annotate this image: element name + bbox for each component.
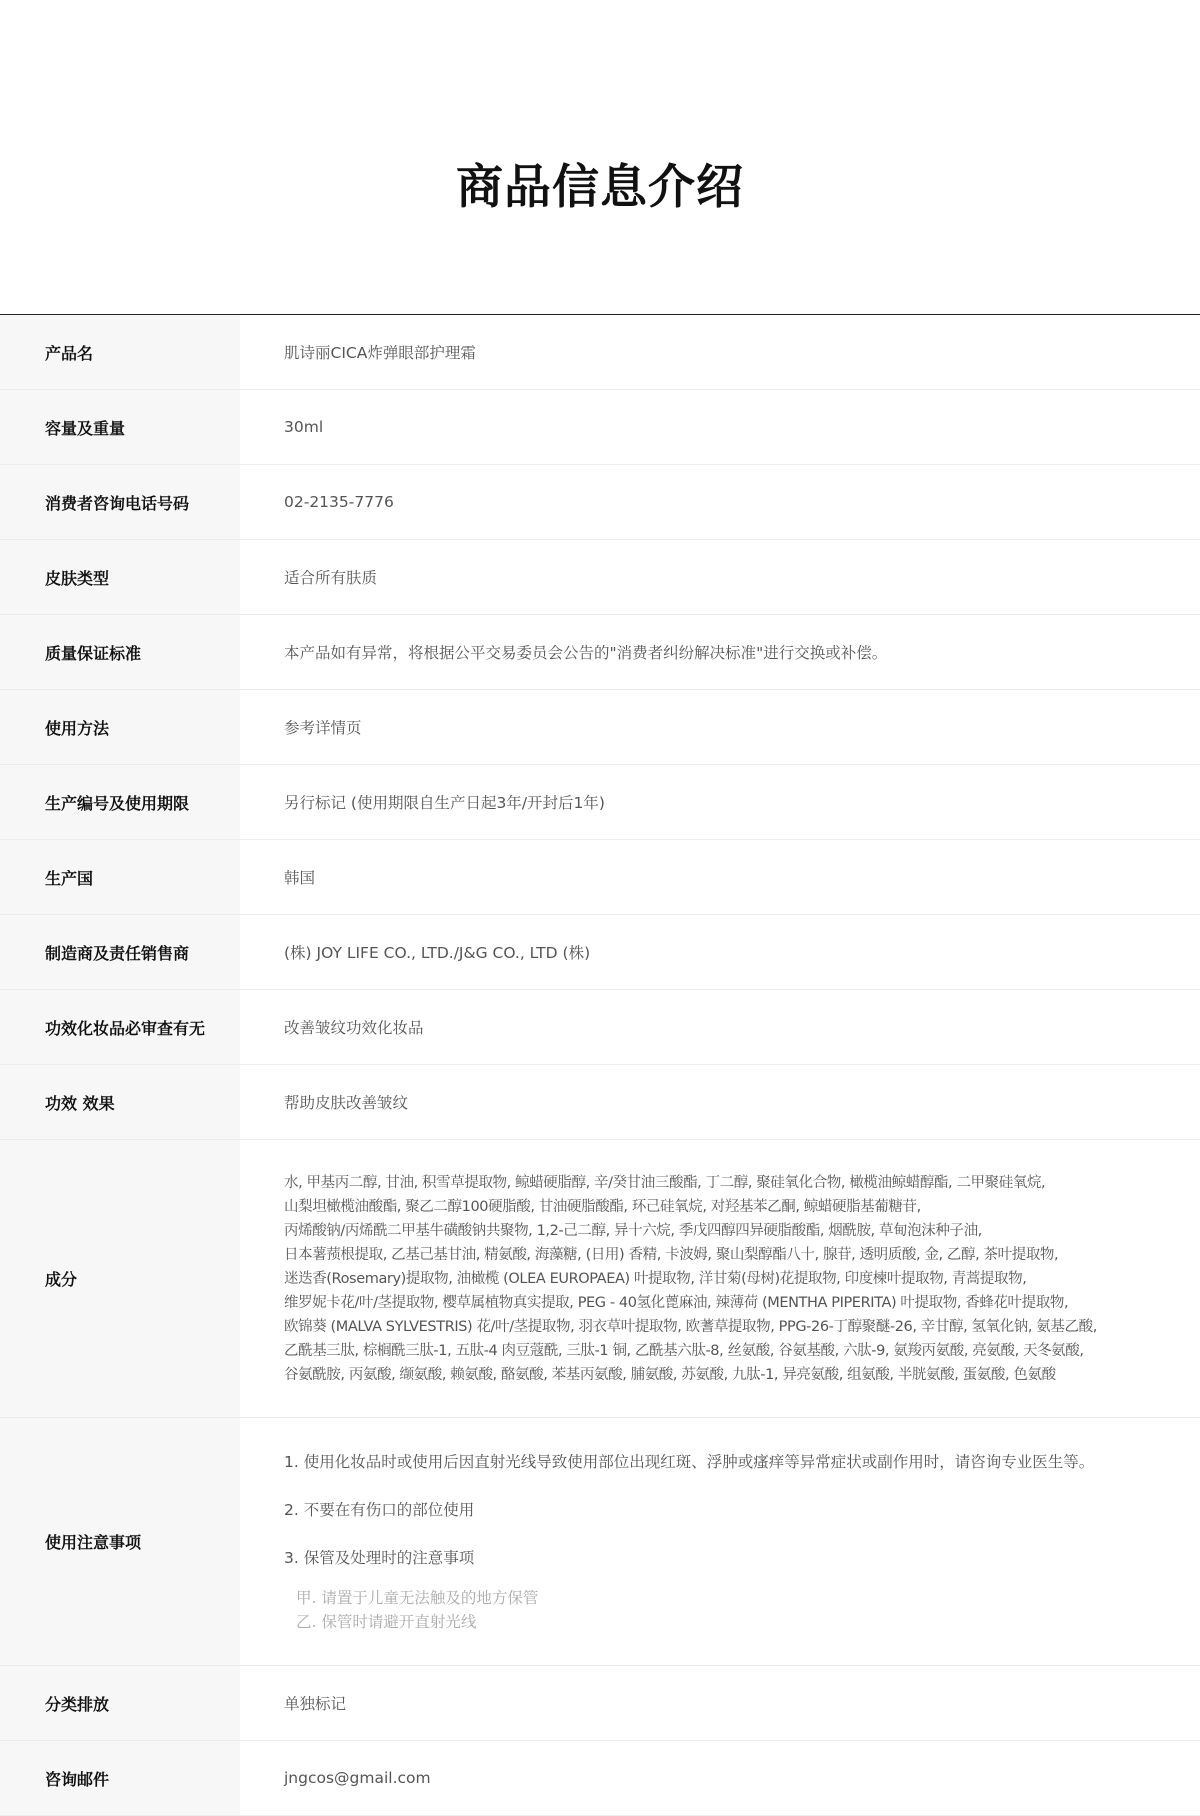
product-info-table [0, 314, 1200, 1816]
row-value: 改善皱纹功效化妆品 [284, 1019, 424, 1037]
page-title: 商品信息介绍 [456, 160, 744, 215]
table-row [0, 840, 1200, 915]
row-value: 适合所有肤质 [284, 569, 378, 587]
table-row [0, 765, 1200, 840]
ingredients-line: 丙烯酸钠/丙烯酰二甲基牛磺酸钠共聚物, 1,2-己二醇, 异十六烷, 季戊四醇四异硬脂酸酯, 烟酰胺, 草甸泡沫种子油, [284, 1222, 982, 1239]
table-row [0, 690, 1200, 765]
usage-notes-label: 使用注意事项 [0, 1418, 240, 1665]
row-label: 生产国 [0, 840, 240, 914]
ingredients-value [240, 1140, 1200, 1417]
row-label: 生产编号及使用期限 [0, 765, 240, 839]
page-header [0, 0, 1200, 314]
row-value: (株) JOY LIFE CO., LTD./J&G CO., LTD (株) [284, 944, 591, 962]
table-row [0, 615, 1200, 690]
table-row [0, 540, 1200, 615]
ingredients-line: 迷迭香(Rosemary)提取物, 油橄榄 (OLEA EUROPAEA) 叶提取物, 洋甘菊(母树)花提取物, 印度楝叶提取物, 青蒿提取物, [284, 1270, 1027, 1287]
table-row [0, 1741, 1200, 1816]
ingredients-line: 维罗妮卡花/叶/茎提取物, 樱草属植物真实提取, PEG - 40氢化蓖麻油, 辣薄荷 (MENTHA PIPERITA) 叶提取物, 香蜂花叶提取物, [284, 1294, 1069, 1311]
row-label: 产品名 [0, 315, 240, 389]
row-value: 帮助皮肤改善皱纹 [284, 1094, 409, 1112]
row-value: 30ml [284, 418, 324, 436]
note-item: 1. 使用化妆品时或使用后因直射光线导致使用部位出现红斑、浮肿或瘙痒等异常症状或副作用时，请咨询专业医生等。 [284, 1452, 1095, 1471]
ingredients-line: 欧锦葵 (MALVA SYLVESTRIS) 花/叶/茎提取物, 羽衣草叶提取物, 欧蓍草提取物, PPG-26-丁醇聚醚-26, 辛甘醇, 氢氧化钠, 氨基乙酸, [284, 1318, 1097, 1335]
ingredients-line: 乙酰基三肽, 棕榈酰三肽-1, 五肽-4 肉豆蔻酰, 三肽-1 铜, 乙酰基六肽-8, 丝氨酸, 谷氨基酸, 六肽-9, 氨羧丙氨酸, 亮氨酸, 天冬氨酸, [284, 1342, 1084, 1359]
row-label: 消费者咨询电话号码 [0, 465, 240, 539]
usage-notes-row [0, 1418, 1200, 1666]
row-value: 本产品如有异常，将根据公平交易委员会公告的"消费者纠纷解决标准"进行交换或补偿。 [284, 644, 888, 662]
ingredients-line: 谷氨酰胺, 丙氨酸, 缬氨酸, 赖氨酸, 酪氨酸, 苯基丙氨酸, 脯氨酸, 苏氨酸, 九肽-1, 异亮氨酸, 组氨酸, 半胱氨酸, 蛋氨酸, 色氨酸 [284, 1366, 1056, 1383]
note-item: 3. 保管及处理时的注意事项 [284, 1548, 475, 1567]
contact-email: jngcos@gmail.com [284, 1769, 431, 1787]
ingredients-row [0, 1140, 1200, 1418]
ingredients-list [284, 1171, 1097, 1387]
usage-notes-value [240, 1418, 1200, 1665]
ingredients-line: 日本薯蓣根提取, 乙基己基甘油, 精氨酸, 海藻糖, (日用) 香精, 卡波姆, 聚山梨醇酯八十, 腺苷, 透明质酸, 金, 乙醇, 茶叶提取物, [284, 1246, 1059, 1263]
ingredients-label: 成分 [0, 1140, 240, 1417]
row-value: 参考详情页 [284, 719, 362, 737]
row-label: 容量及重量 [0, 390, 240, 464]
note-item: 2. 不要在有伤口的部位使用 [284, 1500, 475, 1519]
row-label: 质量保证标准 [0, 615, 240, 689]
ingredients-line: 山梨坦橄榄油酸酯, 聚乙二醇100硬脂酸, 甘油硬脂酸酯, 环己硅氧烷, 对羟基苯乙酮, 鲸蜡硬脂基葡糖苷, [284, 1198, 921, 1215]
row-label: 分类排放 [0, 1666, 240, 1740]
table-row [0, 990, 1200, 1065]
table-row [0, 465, 1200, 540]
note-subitem: 乙. 保管时请避开直射光线 [296, 1612, 477, 1631]
row-label: 制造商及责任销售商 [0, 915, 240, 989]
usage-notes-list [284, 1450, 1094, 1634]
table-row [0, 1666, 1200, 1741]
row-label: 功效 效果 [0, 1065, 240, 1139]
row-value: 肌诗丽CICA炸弹眼部护理霜 [284, 344, 476, 362]
note-subitem: 甲. 请置于儿童无法触及的地方保管 [296, 1588, 539, 1607]
table-row [0, 1065, 1200, 1140]
row-label: 咨询邮件 [0, 1741, 240, 1815]
table-row [0, 315, 1200, 390]
row-value: 另行标记 (使用期限自生产日起3年/开封后1年) [284, 794, 605, 812]
row-value: 单独标记 [284, 1695, 347, 1713]
row-value: 韩国 [284, 869, 316, 887]
table-row [0, 390, 1200, 465]
row-label: 使用方法 [0, 690, 240, 764]
row-label: 功效化妆品必审查有无 [0, 990, 240, 1064]
ingredients-line: 水, 甲基丙二醇, 甘油, 积雪草提取物, 鲸蜡硬脂醇, 辛/癸甘油三酸酯, 丁二醇, 聚硅氧化合物, 橄榄油鲸蜡醇酯, 二甲聚硅氧烷, [284, 1174, 1046, 1191]
table-row [0, 915, 1200, 990]
row-label: 皮肤类型 [0, 540, 240, 614]
row-value: 02-2135-7776 [284, 493, 394, 511]
